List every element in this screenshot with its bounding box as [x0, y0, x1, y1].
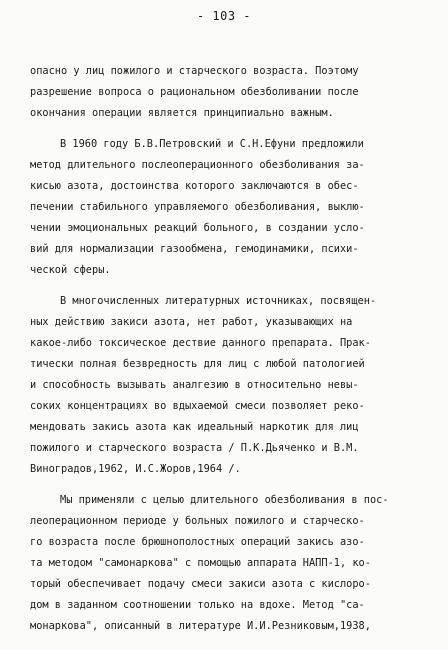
text-line: соких концентрациях во вдыхаемой смеси позволяет реко- — [30, 400, 365, 412]
text-line: го возраста после брюшнополостных операций закись азо- — [30, 536, 365, 548]
text-line: дом в заданном соотношении только на вдохе. Метод "са- — [30, 599, 365, 611]
paragraph-3 — [30, 291, 430, 480]
text-line: ческой сферы. — [30, 264, 111, 276]
page-number: - 103 - — [196, 9, 252, 23]
paragraph-2 — [30, 134, 430, 281]
text-line: разрешение вопроса о рациональном обезболивании после — [30, 86, 359, 98]
text-line: печении стабильного управляемого обезболивания, выклю- — [30, 201, 365, 213]
text-line — [30, 490, 430, 511]
text-line-content: В многочисленных литературных источниках, посвящен- — [60, 295, 377, 307]
text-line: кисью азота, достоинства которого заключаются в обес- — [30, 180, 359, 192]
text-line — [30, 291, 430, 312]
paragraph-1 — [30, 61, 430, 124]
paragraph-gap — [30, 480, 430, 490]
text-line: та методом "самонаркова" с помощью аппарата НАПП-1, ко- — [30, 557, 371, 569]
text-line: торый обеспечивает подачу смеси закиси азота с кислоро- — [30, 578, 371, 590]
text-line: ных действию закиси азота, нет работ, указывающих на — [30, 316, 353, 328]
paragraph-4 — [30, 490, 430, 637]
text-line: Виноградов,1962, И.С.Жоров,1964 /. — [30, 463, 241, 475]
text-line: какое-либо токсическое дествие данного препарата. Прак- — [30, 337, 371, 349]
text-line: монаркова", описанный в литературе И.И.Резниковым,1938, — [30, 620, 371, 632]
text-line — [30, 134, 430, 155]
body-text — [30, 61, 430, 637]
paragraph-gap — [30, 124, 430, 134]
text-line: чении эмоциональных реакций больного, в создании усло- — [30, 222, 365, 234]
text-line: и способность вызывать аналгезию в относительно невы- — [30, 379, 359, 391]
text-line: метод длительного послеоперационного обезболивания за- — [30, 159, 365, 171]
paragraph-gap — [30, 281, 430, 291]
text-line: опасно у лиц пожилого и старческого возраста. Поэтому — [30, 65, 359, 77]
text-line: тически полная безвредность для лиц с любой патологией — [30, 358, 365, 370]
text-line-content: Мы применяли с целью длительного обезболивания в пос- — [60, 494, 389, 506]
text-line: пожилого и старческого возраста / П.К.Дьяченко и В.М. — [30, 442, 359, 454]
text-line: мендовать закись азота как идеальный наркотик для лиц — [30, 421, 359, 433]
text-line-content: В 1960 году Б.В.Петровский и С.Н.Ефуни предложили — [60, 138, 364, 150]
text-line: окончания операции является принципиально важным. — [30, 107, 334, 119]
text-line: вий для нормализации газообмена, гемодинамики, психи- — [30, 243, 359, 255]
text-line: леоперационном периоде у больных пожилого и старческо- — [30, 515, 365, 527]
